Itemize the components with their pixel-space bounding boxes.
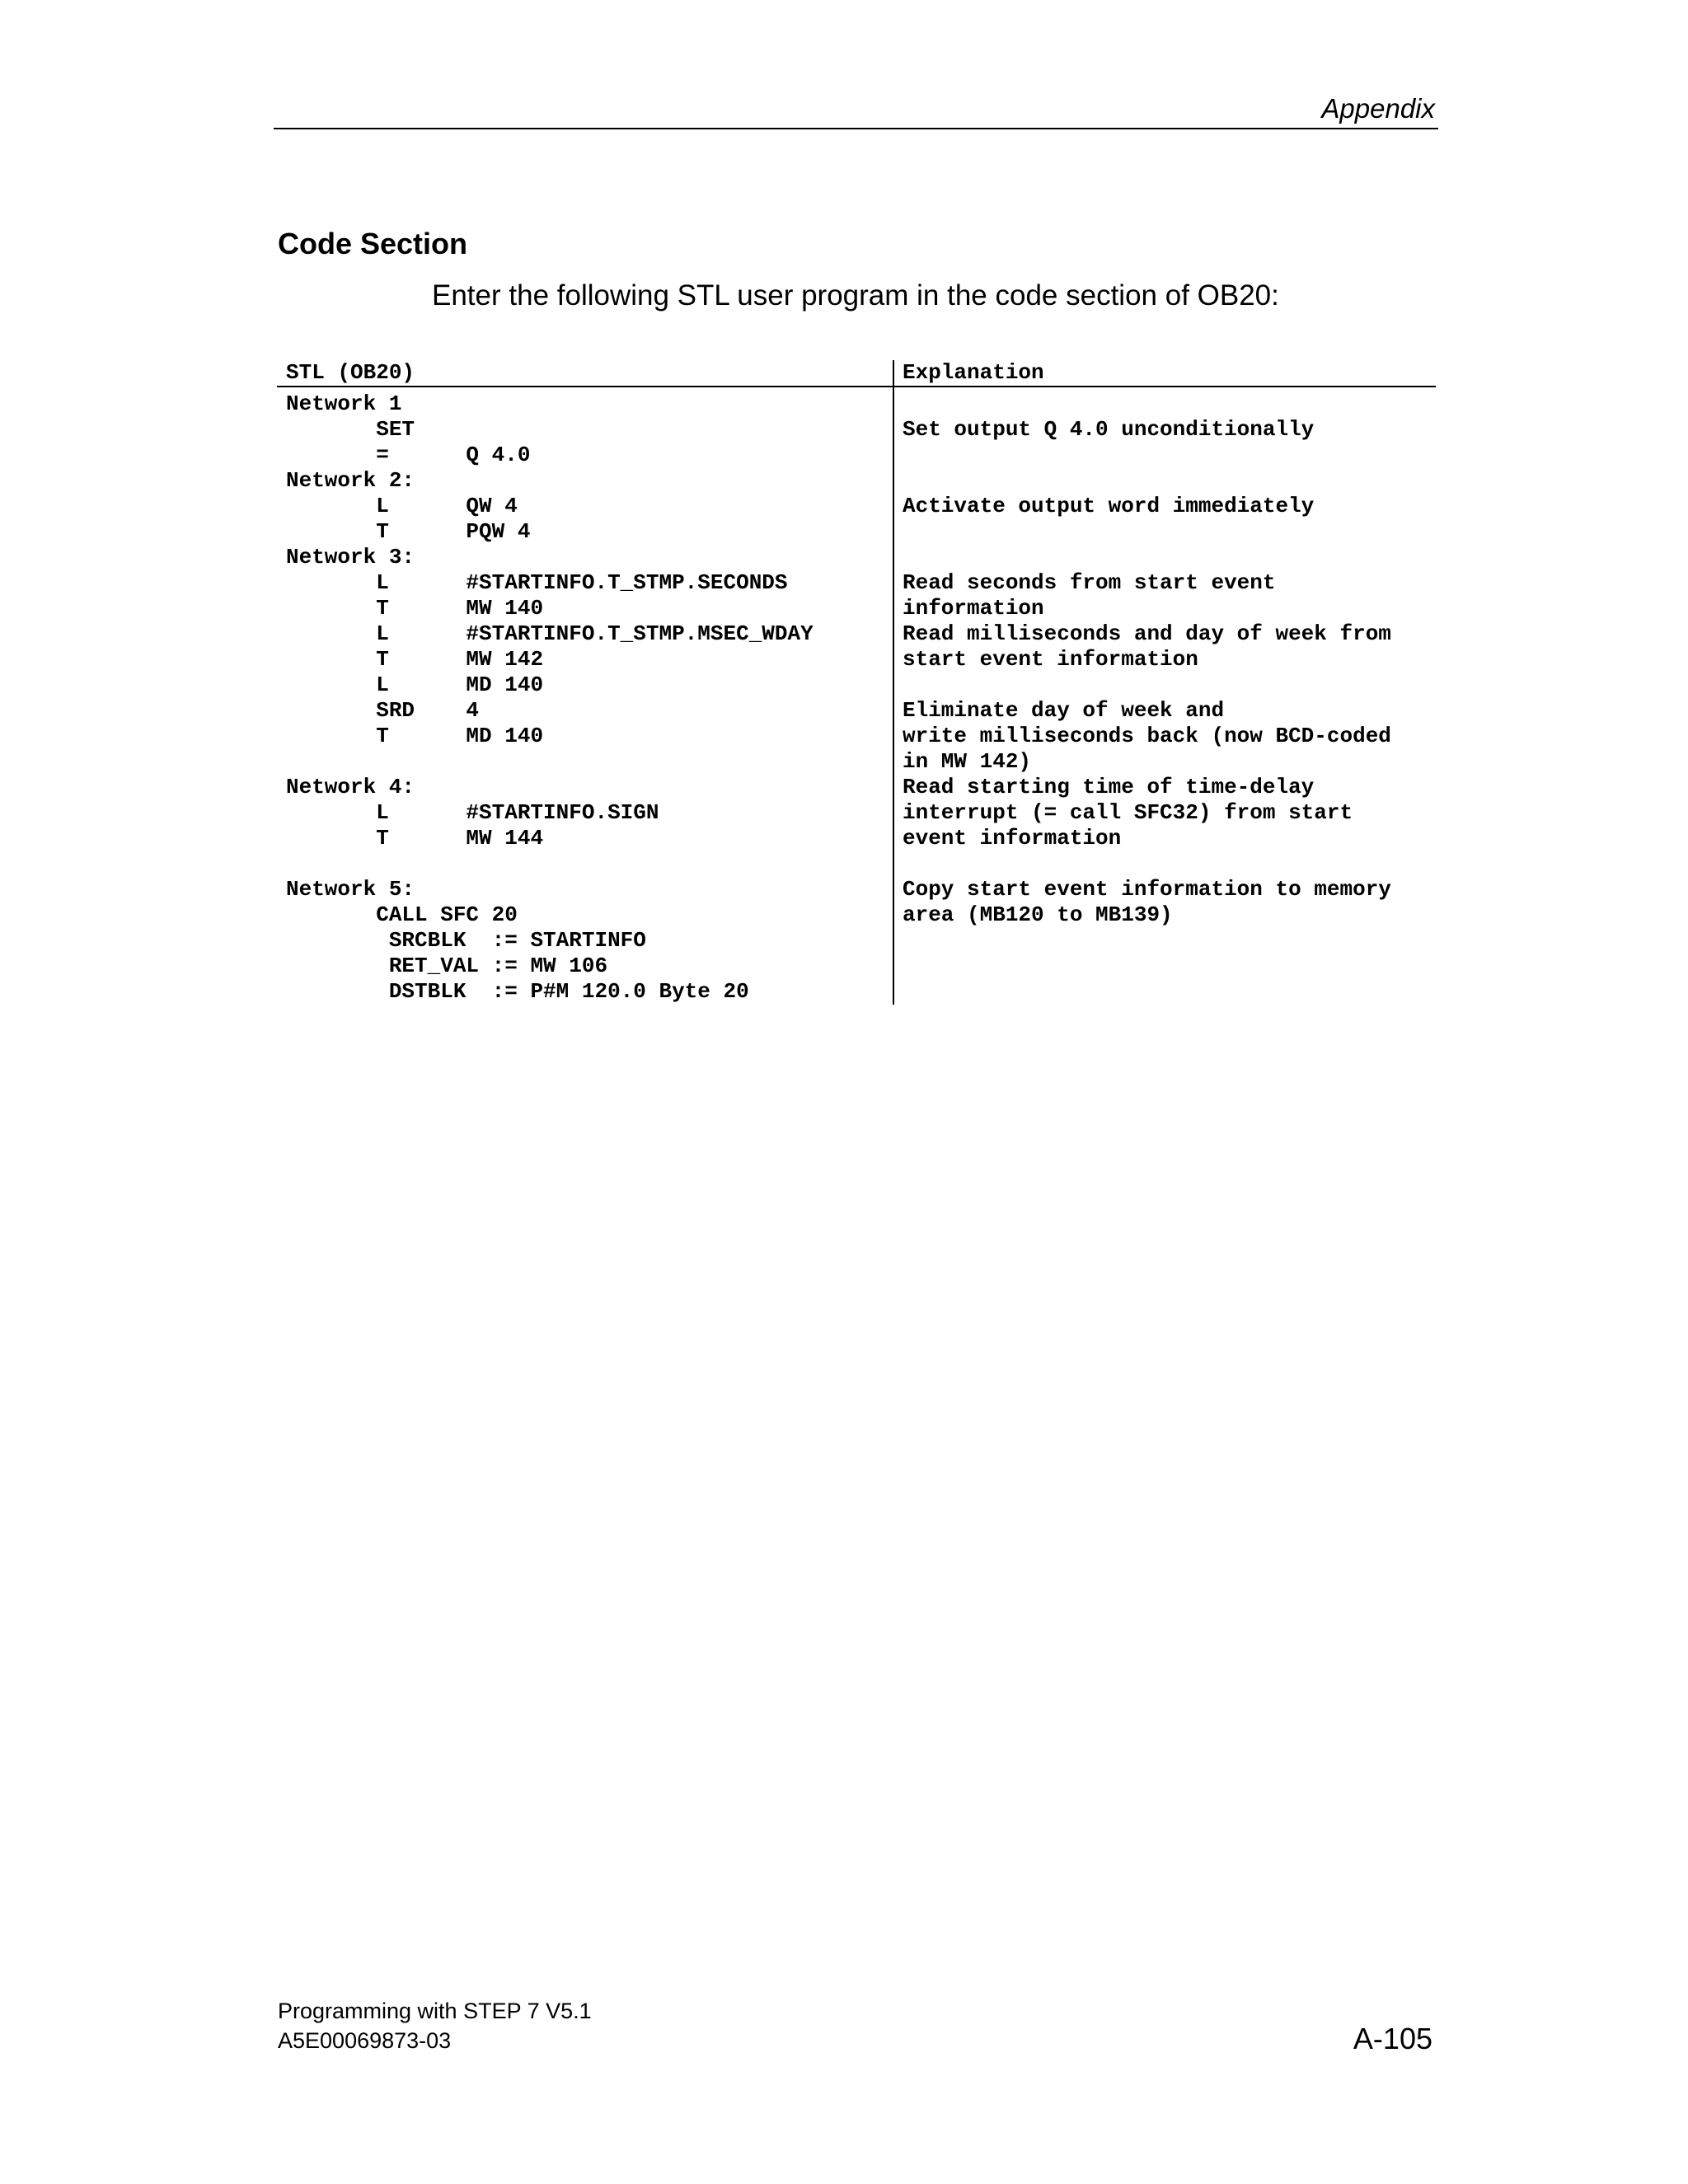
stl-code-column — [286, 391, 814, 1005]
footer-manual-title: Programming with STEP 7 V5.1 — [278, 1999, 592, 2023]
explanation-line — [903, 851, 1391, 877]
code-line: L QW 4 — [286, 494, 518, 518]
explanation-line: Read starting time of time-delay — [903, 775, 1315, 799]
code-line: T PQW 4 — [286, 519, 531, 544]
code-line: L #STARTINFO.T_STMP.SECONDS — [286, 570, 788, 595]
code-line: SRCBLK := STARTINFO — [286, 928, 646, 953]
code-line: L #STARTINFO.T_STMP.MSEC_WDAY — [286, 621, 814, 646]
explanation-line — [903, 928, 1391, 954]
code-line: Network 4: — [286, 775, 415, 799]
intro-text: Enter the following STL user program in the code section of OB20: — [432, 279, 1279, 312]
table-header-rule — [277, 386, 1436, 387]
explanation-line — [903, 443, 1391, 468]
explanation-line: Set output Q 4.0 unconditionally — [903, 417, 1315, 442]
explanation-line: Eliminate day of week and — [903, 698, 1225, 723]
code-line: Network 5: — [286, 877, 415, 902]
code-column-header: STL (OB20) — [286, 360, 415, 385]
explanation-line: Activate output word immediately — [903, 494, 1315, 518]
code-line: T MD 140 — [286, 724, 544, 748]
explanation-line: area (MB120 to MB139) — [903, 902, 1173, 927]
explanation-line — [903, 673, 1391, 698]
code-table — [277, 360, 1436, 1005]
explanation-line: information — [903, 596, 1044, 621]
explanation-line — [903, 954, 1391, 979]
running-header: Appendix — [1321, 93, 1435, 124]
code-line: = Q 4.0 — [286, 443, 531, 467]
code-line: T MW 140 — [286, 596, 544, 621]
page-number: A-105 — [1353, 2022, 1432, 2055]
code-line: T MW 142 — [286, 647, 544, 672]
header-rule — [274, 128, 1438, 129]
code-line: SRD 4 — [286, 698, 480, 723]
code-line: SET — [286, 417, 415, 442]
code-line — [286, 749, 814, 775]
footer-doc-number: A5E00069873-03 — [278, 2028, 452, 2053]
explanation-line — [903, 545, 1391, 570]
section-heading: Code Section — [278, 227, 468, 260]
code-line: T MW 144 — [286, 826, 544, 851]
code-line: L MD 140 — [286, 673, 544, 697]
code-line: DSTBLK := P#M 120.0 Byte 20 — [286, 979, 749, 1004]
code-line: CALL SFC 20 — [286, 902, 518, 927]
explanation-line: write milliseconds back (now BCD-coded — [903, 724, 1391, 748]
explanation-line: Read seconds from start event — [903, 570, 1276, 595]
explanation-line: event information — [903, 826, 1122, 851]
explanation-line: start event information — [903, 647, 1198, 672]
explanation-line: interrupt (= call SFC32) from start — [903, 800, 1353, 825]
footer-info — [278, 1996, 592, 2055]
explanation-line — [903, 979, 1391, 1005]
explanation-line: Copy start event information to memory — [903, 877, 1391, 902]
code-line: Network 1 — [286, 391, 402, 416]
code-line — [286, 851, 814, 877]
explanation-line — [903, 519, 1391, 545]
column-divider — [893, 360, 894, 1005]
explanation-column-header: Explanation — [903, 360, 1044, 385]
code-line: Network 3: — [286, 545, 415, 569]
explanation-column — [903, 391, 1391, 1005]
code-line: L #STARTINFO.SIGN — [286, 800, 659, 825]
explanation-line — [903, 468, 1391, 494]
explanation-line — [903, 391, 1391, 417]
code-line: RET_VAL := MW 106 — [286, 954, 608, 978]
code-line: Network 2: — [286, 468, 415, 493]
explanation-line: Read milliseconds and day of week from — [903, 621, 1391, 646]
explanation-line: in MW 142) — [903, 749, 1032, 774]
